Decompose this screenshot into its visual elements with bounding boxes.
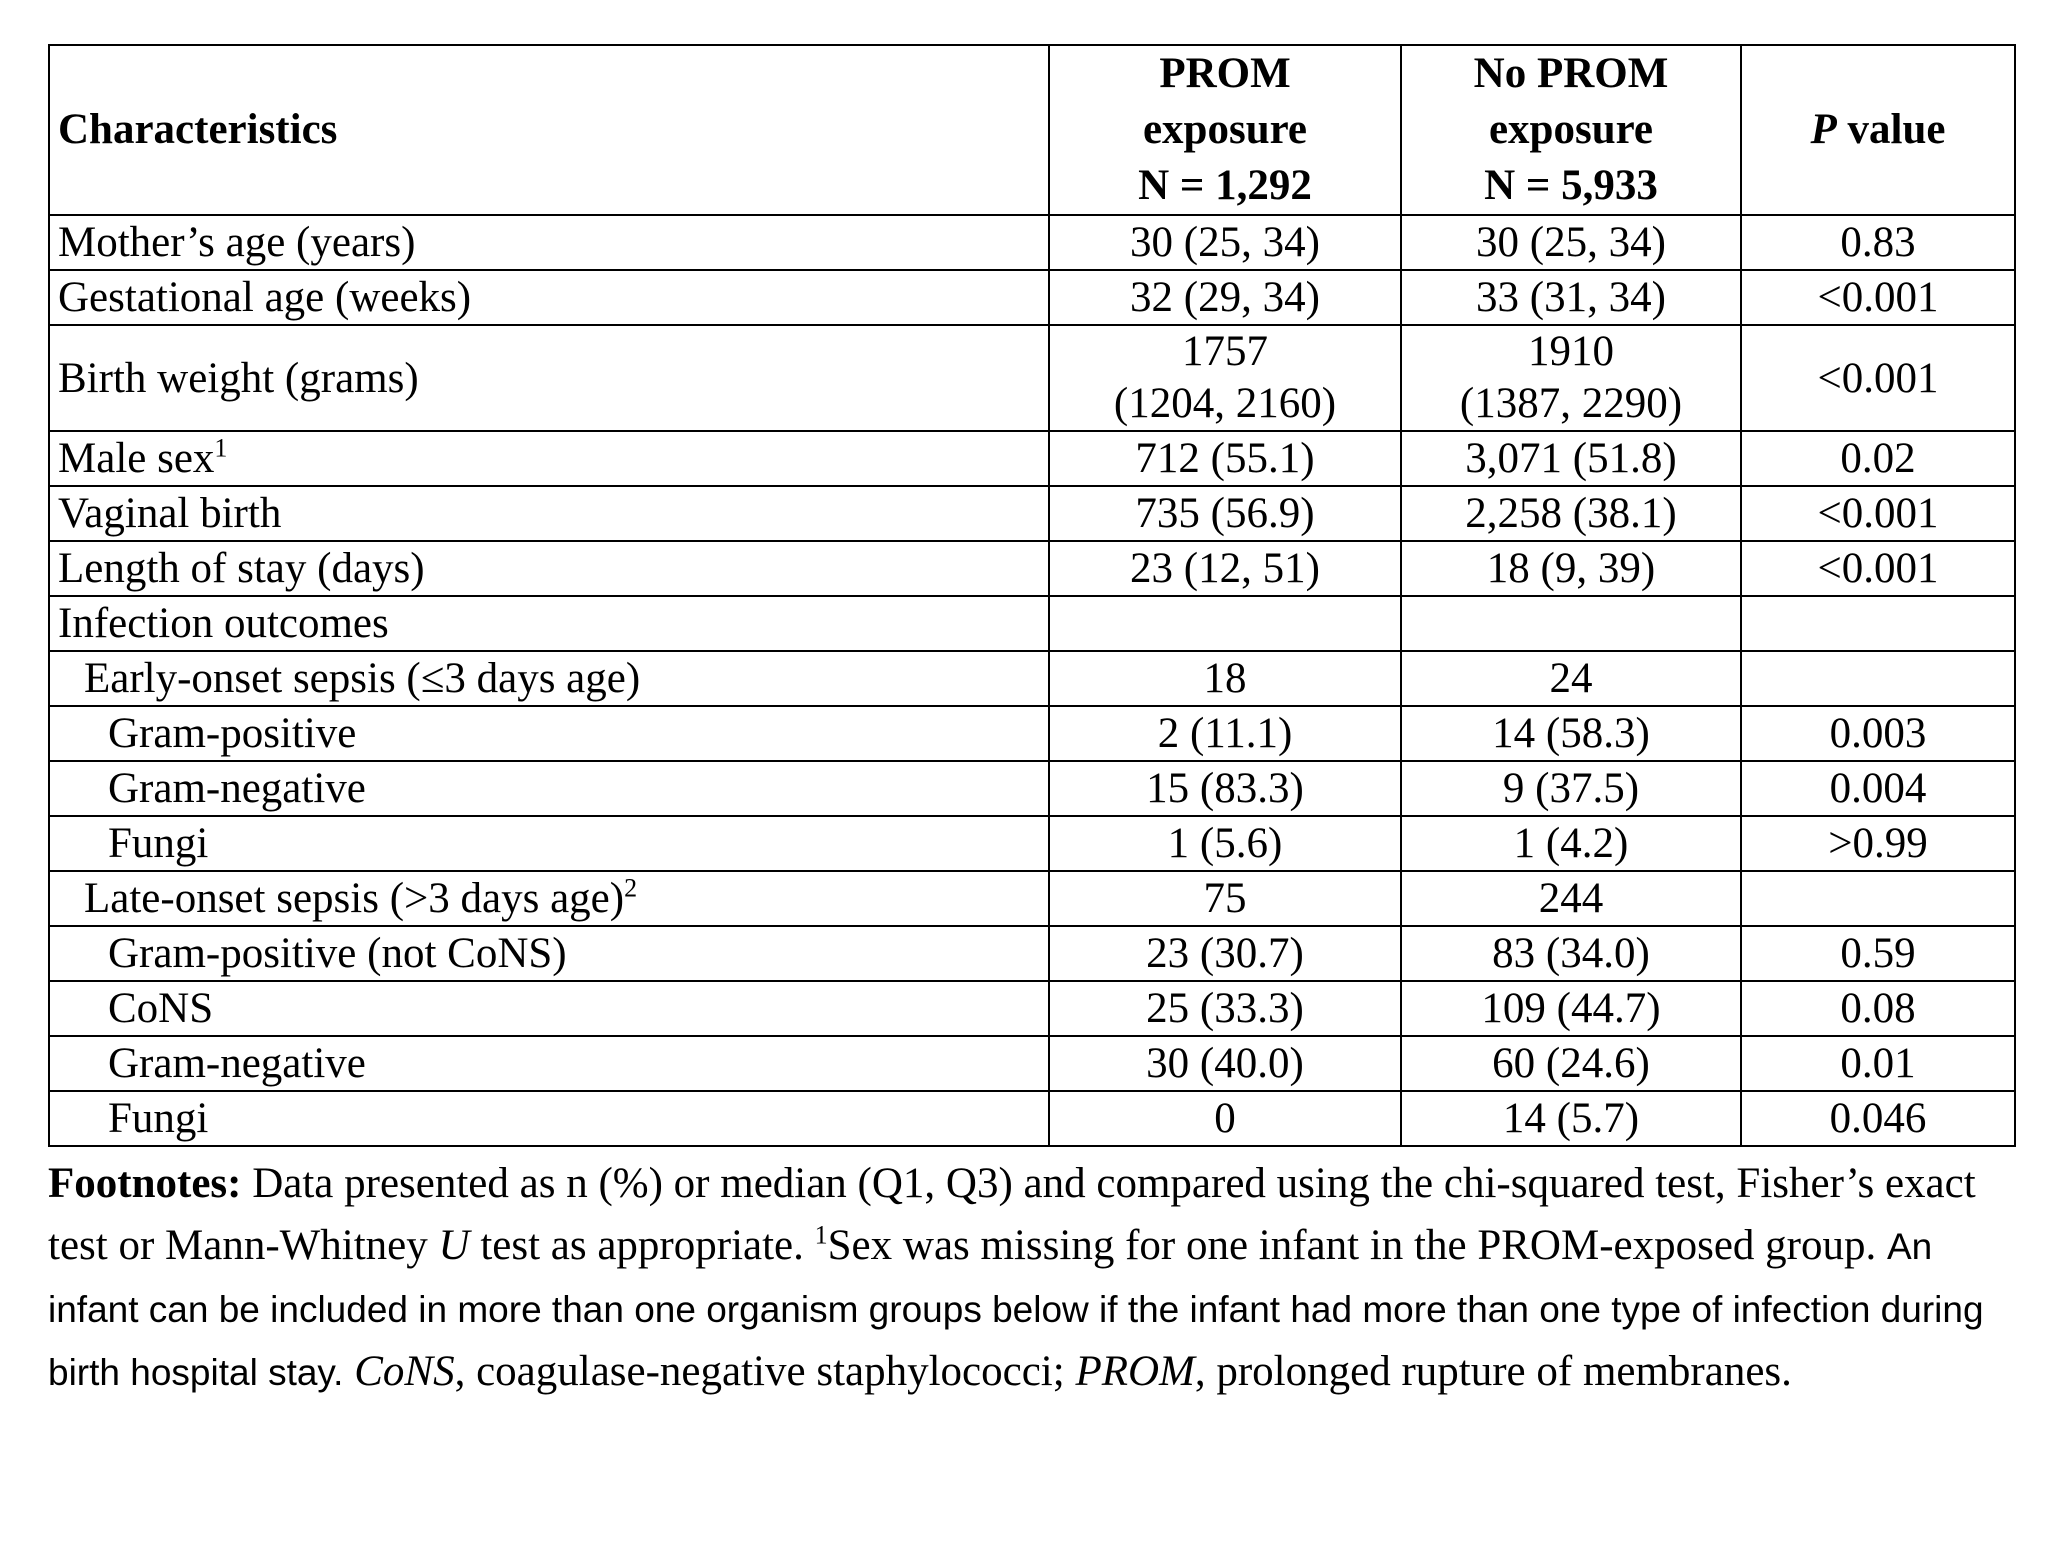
footnote-text-5: , prolonged rupture of membranes. bbox=[1194, 1348, 1792, 1395]
cell-prom: 18 bbox=[1049, 651, 1401, 706]
cell-prom-iqr: (1204, 2160) bbox=[1113, 380, 1337, 427]
cell-noprom: 2,258 (38.1) bbox=[1401, 486, 1741, 541]
cell-prom-median: 1757 bbox=[1182, 328, 1268, 375]
row-label: Vaginal birth bbox=[49, 486, 1049, 541]
subsection-label-early-onset-sepsis: Early-onset sepsis (≤3 days age) bbox=[49, 651, 1049, 706]
row-label: Mother’s age (years) bbox=[49, 215, 1049, 270]
cell-noprom: 14 (5.7) bbox=[1401, 1091, 1741, 1146]
cell-noprom-median: 1910 bbox=[1528, 328, 1614, 375]
cell-prom: 32 (29, 34) bbox=[1049, 270, 1401, 325]
header-prom-exposure bbox=[1049, 45, 1401, 215]
cell-p-value: <0.001 bbox=[1741, 325, 2015, 431]
table-row-section bbox=[49, 596, 2015, 651]
table-row bbox=[49, 981, 2015, 1036]
cell-noprom: 244 bbox=[1401, 871, 1741, 926]
subsection-label-late-onset-sepsis bbox=[49, 871, 1049, 926]
cell-noprom: 83 (34.0) bbox=[1401, 926, 1741, 981]
cell-p-value: >0.99 bbox=[1741, 816, 2015, 871]
footnote-text-4: , coagulase-negative staphylococci; bbox=[454, 1348, 1076, 1395]
cell-noprom: 9 (37.5) bbox=[1401, 761, 1741, 816]
table-row bbox=[49, 706, 2015, 761]
row-label bbox=[49, 431, 1049, 486]
cell-noprom: 60 (24.6) bbox=[1401, 1036, 1741, 1091]
footnote-prom-italic: PROM bbox=[1075, 1348, 1195, 1395]
cell-prom: 23 (30.7) bbox=[1049, 926, 1401, 981]
section-label-infection-outcomes: Infection outcomes bbox=[49, 596, 1049, 651]
header-p-value bbox=[1741, 45, 2015, 215]
table-footnote bbox=[48, 1153, 2014, 1404]
row-label: Gram-positive bbox=[49, 706, 1049, 761]
cell-empty bbox=[1049, 596, 1401, 651]
cell-empty bbox=[1741, 651, 2015, 706]
cell-p-value: 0.02 bbox=[1741, 431, 2015, 486]
cell-empty bbox=[1741, 596, 2015, 651]
cell-p-value: 0.83 bbox=[1741, 215, 2015, 270]
table-row bbox=[49, 431, 2015, 486]
cell-noprom: 33 (31, 34) bbox=[1401, 270, 1741, 325]
cell-noprom-iqr: (1387, 2290) bbox=[1459, 380, 1683, 427]
table-row bbox=[49, 215, 2015, 270]
cell-noprom: 1 (4.2) bbox=[1401, 816, 1741, 871]
cell-noprom: 18 (9, 39) bbox=[1401, 541, 1741, 596]
cell-prom: 2 (11.1) bbox=[1049, 706, 1401, 761]
cell-noprom: 30 (25, 34) bbox=[1401, 215, 1741, 270]
row-label: Fungi bbox=[49, 1091, 1049, 1146]
cell-empty bbox=[1401, 596, 1741, 651]
row-label: Gram-negative bbox=[49, 761, 1049, 816]
cell-prom: 735 (56.9) bbox=[1049, 486, 1401, 541]
cell-prom bbox=[1049, 325, 1401, 431]
cell-empty bbox=[1741, 871, 2015, 926]
row-label: Fungi bbox=[49, 816, 1049, 871]
header-noprom-line1: No PROM bbox=[1473, 50, 1669, 97]
cell-prom: 75 bbox=[1049, 871, 1401, 926]
footnote-text-3: Sex was missing for one infant in the PROM-exposed group. bbox=[827, 1222, 1887, 1269]
header-noprom-line2: exposure bbox=[1488, 106, 1654, 153]
table-header-row bbox=[49, 45, 2015, 215]
footnote-text-1: Data presented as n (%) or median (Q1, Q3) and compared using the chi-squared test, Fisher’s exact test or Mann-Whitney bbox=[48, 1160, 1976, 1269]
cell-p-value: <0.001 bbox=[1741, 541, 2015, 596]
header-prom-line2: exposure bbox=[1142, 106, 1308, 153]
row-label: Birth weight (grams) bbox=[49, 325, 1049, 431]
cell-prom: 30 (40.0) bbox=[1049, 1036, 1401, 1091]
row-label-text: Late-onset sepsis (>3 days age) bbox=[84, 875, 625, 922]
cell-noprom: 3,071 (51.8) bbox=[1401, 431, 1741, 486]
header-p-italic: P bbox=[1810, 106, 1837, 153]
cell-p-value: <0.001 bbox=[1741, 486, 2015, 541]
footnote-u-italic: U bbox=[438, 1222, 470, 1269]
table-row bbox=[49, 816, 2015, 871]
table-row-subsection bbox=[49, 871, 2015, 926]
cell-p-value: 0.59 bbox=[1741, 926, 2015, 981]
cell-prom: 30 (25, 34) bbox=[1049, 215, 1401, 270]
cell-p-value: 0.01 bbox=[1741, 1036, 2015, 1091]
header-no-prom-exposure bbox=[1401, 45, 1741, 215]
cell-noprom: 14 (58.3) bbox=[1401, 706, 1741, 761]
cell-prom: 25 (33.3) bbox=[1049, 981, 1401, 1036]
row-label: Gestational age (weeks) bbox=[49, 270, 1049, 325]
cell-noprom: 24 bbox=[1401, 651, 1741, 706]
cell-prom: 23 (12, 51) bbox=[1049, 541, 1401, 596]
table-row bbox=[49, 761, 2015, 816]
header-noprom-line3: N = 5,933 bbox=[1484, 162, 1658, 209]
row-label-text: Male sex bbox=[58, 435, 215, 482]
footnote-text-2: test as appropriate. bbox=[469, 1222, 815, 1269]
cell-prom: 0 bbox=[1049, 1091, 1401, 1146]
table-row bbox=[49, 325, 2015, 431]
header-prom-line3: N = 1,292 bbox=[1138, 162, 1312, 209]
cell-p-value: 0.08 bbox=[1741, 981, 2015, 1036]
cell-prom: 712 (55.1) bbox=[1049, 431, 1401, 486]
row-label: CoNS bbox=[49, 981, 1049, 1036]
row-label: Gram-negative bbox=[49, 1036, 1049, 1091]
cell-p-value: 0.046 bbox=[1741, 1091, 2015, 1146]
cell-prom: 1 (5.6) bbox=[1049, 816, 1401, 871]
footnote-lead: Footnotes: bbox=[48, 1160, 242, 1207]
table-row bbox=[49, 541, 2015, 596]
header-characteristics: Characteristics bbox=[49, 45, 1049, 215]
footnote-sans-text: An infant can be included in more than one organism groups below if the infant had more than one type of infection during birth hospital stay. bbox=[48, 1226, 1984, 1393]
table-row bbox=[49, 486, 2015, 541]
row-label: Length of stay (days) bbox=[49, 541, 1049, 596]
footnote-marker: 1 bbox=[214, 433, 228, 463]
cell-noprom bbox=[1401, 325, 1741, 431]
cell-p-value: 0.003 bbox=[1741, 706, 2015, 761]
table-row bbox=[49, 270, 2015, 325]
table-row-subsection bbox=[49, 651, 2015, 706]
footnote-marker: 2 bbox=[624, 873, 638, 903]
cell-noprom: 109 (44.7) bbox=[1401, 981, 1741, 1036]
cell-p-value: 0.004 bbox=[1741, 761, 2015, 816]
table-row bbox=[49, 1091, 2015, 1146]
cell-prom: 15 (83.3) bbox=[1049, 761, 1401, 816]
characteristics-table bbox=[48, 44, 2016, 1147]
header-p-rest: value bbox=[1836, 106, 1946, 153]
table-row bbox=[49, 926, 2015, 981]
cell-p-value: <0.001 bbox=[1741, 270, 2015, 325]
row-label: Gram-positive (not CoNS) bbox=[49, 926, 1049, 981]
footnote-cons-italic: CoNS bbox=[343, 1348, 455, 1395]
footnote-marker: 1 bbox=[814, 1220, 828, 1250]
header-prom-line1: PROM bbox=[1159, 50, 1291, 97]
table-row bbox=[49, 1036, 2015, 1091]
table-container bbox=[48, 44, 2014, 1404]
